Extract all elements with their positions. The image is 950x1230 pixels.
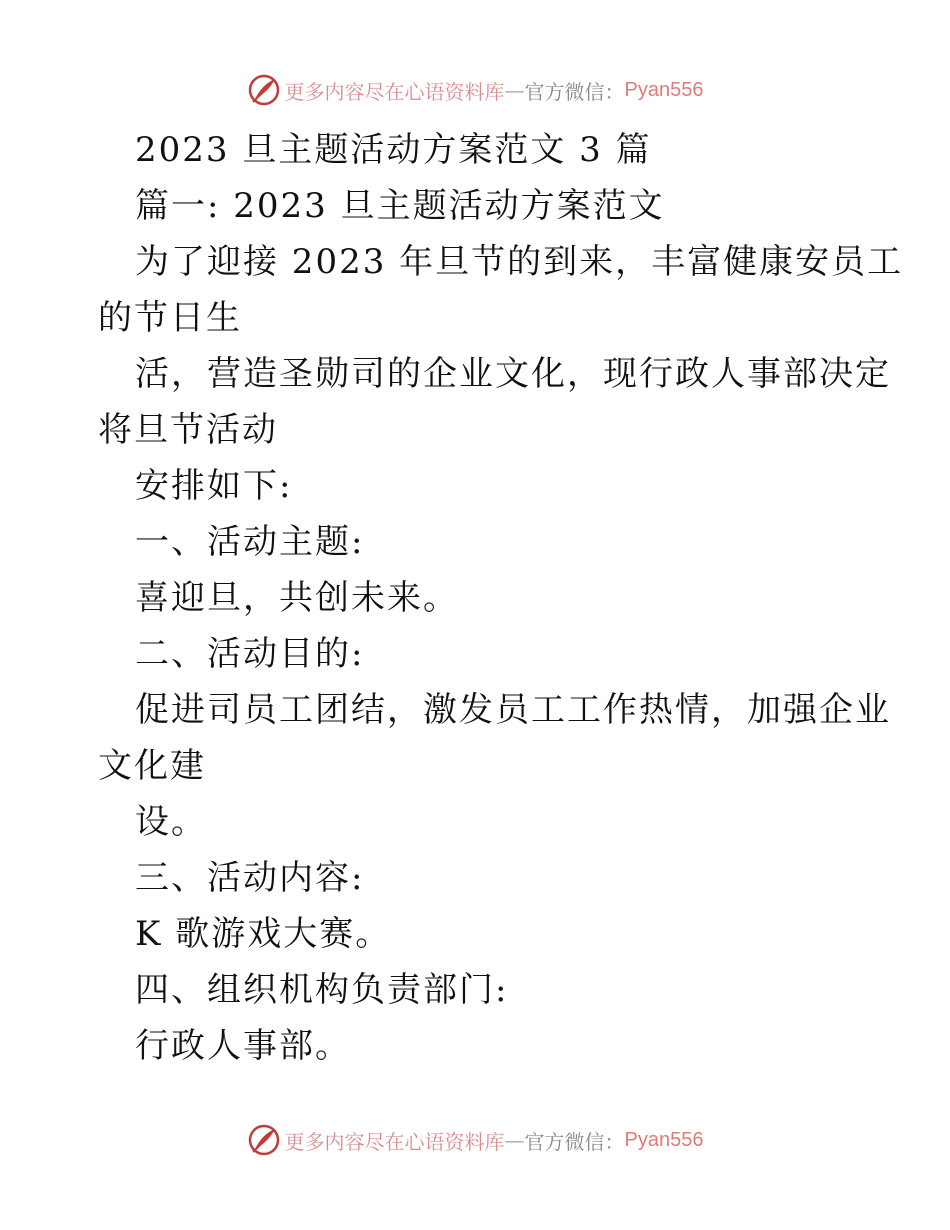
- document-line: 安排如下:: [135, 466, 293, 506]
- document-line: K 歌游戏大赛。: [135, 914, 392, 954]
- document-line: 将旦节活动: [98, 410, 278, 450]
- document-line: 一、活动主题:: [135, 522, 365, 562]
- document-line: 促进司员工团结，激发员工工作热情，加强企业: [135, 690, 891, 730]
- watermark-contact-handle: Pyan556: [624, 78, 704, 101]
- watermark-contact-label: 官方微信：: [524, 1129, 625, 1154]
- feather-logo-icon: [247, 1123, 281, 1157]
- document-line: 文化建: [98, 746, 206, 786]
- document-line: 三、活动内容:: [135, 858, 365, 898]
- document-line: 活，营造圣勋司的企业文化，现行政人事部决定: [135, 354, 891, 394]
- watermark-contact-label: 官方微信：: [524, 79, 625, 104]
- document-line: 的节日生: [98, 298, 242, 338]
- watermark-separator: —: [504, 1128, 525, 1152]
- watermark-site-text: 更多内容尽在心语资料库: [284, 1129, 505, 1154]
- document-line: 二、活动目的:: [135, 634, 365, 674]
- header-watermark: [0, 70, 950, 110]
- document-line: 设。: [135, 802, 207, 842]
- document-line: 喜迎旦，共创未来。: [135, 578, 459, 618]
- watermark-contact-handle: Pyan556: [624, 1128, 704, 1151]
- feather-logo-icon: [247, 73, 281, 107]
- document-line: 篇一: 2023 旦主题活动方案范文: [135, 186, 665, 226]
- document-line: 2023 旦主题活动方案范文 3 篇: [135, 130, 652, 170]
- document-body: [98, 122, 904, 1074]
- document-line: 为了迎接 2023 年旦节的到来，丰富健康安员工: [135, 242, 904, 282]
- document-line: 四、组织机构负责部门:: [135, 970, 509, 1010]
- footer-watermark: [0, 1120, 950, 1160]
- watermark-separator: —: [504, 78, 525, 102]
- watermark-site-text: 更多内容尽在心语资料库: [284, 79, 505, 104]
- document-line: 行政人事部。: [135, 1026, 351, 1066]
